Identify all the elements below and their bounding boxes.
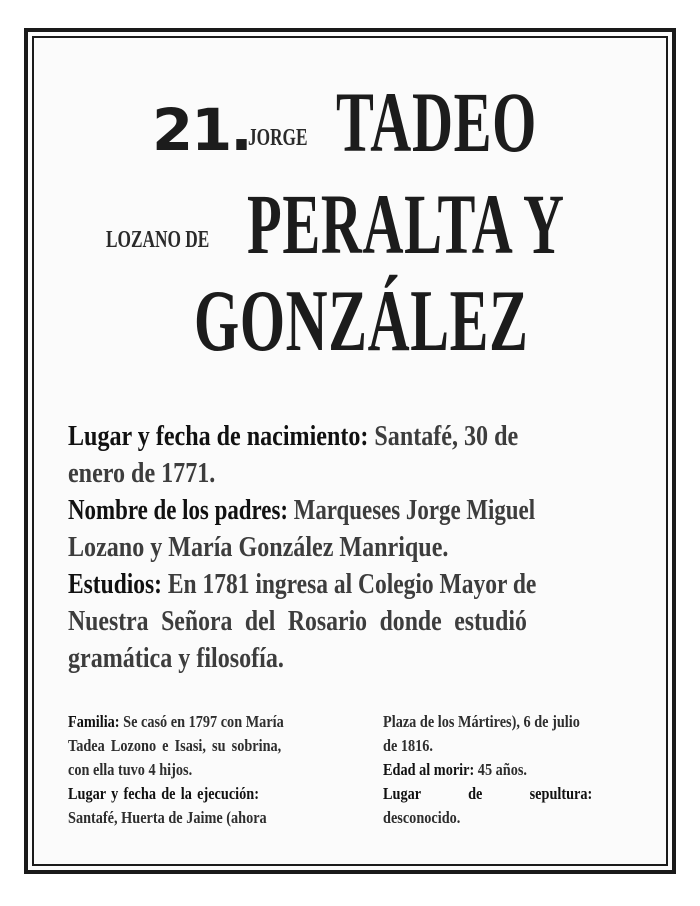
execution-label: Lugar y fecha de la ejecución: bbox=[68, 784, 259, 803]
family-value-3: con ella tuvo 4 hijos. bbox=[68, 760, 193, 779]
execution-value-1: Santafé, Huerta de Jaime (ahora bbox=[68, 808, 267, 827]
studies-value-1: En 1781 ingresa al Colegio Mayor de bbox=[167, 568, 537, 600]
birth-line-2 bbox=[68, 455, 538, 492]
family-value-1: Se casó en 1797 con María bbox=[123, 712, 284, 731]
family-value-2: Tadea Lozono e Isasi, su sobrina, bbox=[68, 736, 282, 755]
birth-value-2: enero de 1771. bbox=[68, 457, 216, 489]
studies-label: Estudios: bbox=[68, 568, 162, 600]
burial-value: desconocido. bbox=[383, 808, 461, 827]
biography-section bbox=[68, 418, 634, 677]
parents-line-1 bbox=[68, 492, 536, 529]
studies-value-2: Nuestra Señora del Rosario donde estudió bbox=[68, 605, 527, 637]
burial-line-1 bbox=[383, 782, 592, 806]
parents-label: Nombre de los padres: bbox=[68, 494, 288, 526]
name-prefix: LOZANO DE bbox=[106, 227, 210, 253]
studies-line-1 bbox=[68, 566, 537, 603]
burial-line-2 bbox=[383, 806, 460, 830]
birth-value-1: Santafé, 30 de bbox=[374, 420, 519, 452]
family-line-3 bbox=[68, 758, 192, 782]
execution-line-3 bbox=[383, 710, 580, 734]
age-label: Edad al morir: bbox=[383, 760, 475, 779]
execution-line-1 bbox=[68, 782, 259, 806]
age-value: 45 años. bbox=[477, 760, 528, 779]
birth-label: Lugar y fecha de nacimiento: bbox=[68, 420, 369, 452]
execution-line-2 bbox=[68, 806, 267, 830]
surname-line-2: GONZÁLEZ bbox=[194, 273, 529, 370]
parents-value-1: Marqueses Jorge Miguel bbox=[293, 494, 536, 526]
entry-number: 21. bbox=[152, 96, 251, 164]
middle-name: TADEO bbox=[336, 74, 537, 170]
studies-line-3 bbox=[68, 640, 538, 677]
birth-line-1 bbox=[68, 418, 538, 455]
age-line bbox=[383, 758, 527, 782]
execution-value-3: de 1816. bbox=[383, 736, 433, 755]
studies-value-3: gramática y filosofía. bbox=[68, 642, 284, 674]
parents-line-2 bbox=[68, 529, 538, 566]
surname-line-1: PERALTA Y bbox=[247, 176, 565, 272]
family-label: Familia: bbox=[68, 712, 120, 731]
family-line-1 bbox=[68, 710, 284, 734]
burial-label: Lugar de sepultura: bbox=[383, 784, 593, 803]
execution-value-2: Plaza de los Mártires), 6 de julio bbox=[383, 712, 580, 731]
studies-line-2 bbox=[68, 603, 532, 640]
parents-value-2: Lozano y María González Manrique. bbox=[68, 531, 449, 563]
family-line-2 bbox=[68, 734, 281, 758]
first-name: JORGE bbox=[248, 125, 308, 151]
execution-line-4 bbox=[383, 734, 433, 758]
